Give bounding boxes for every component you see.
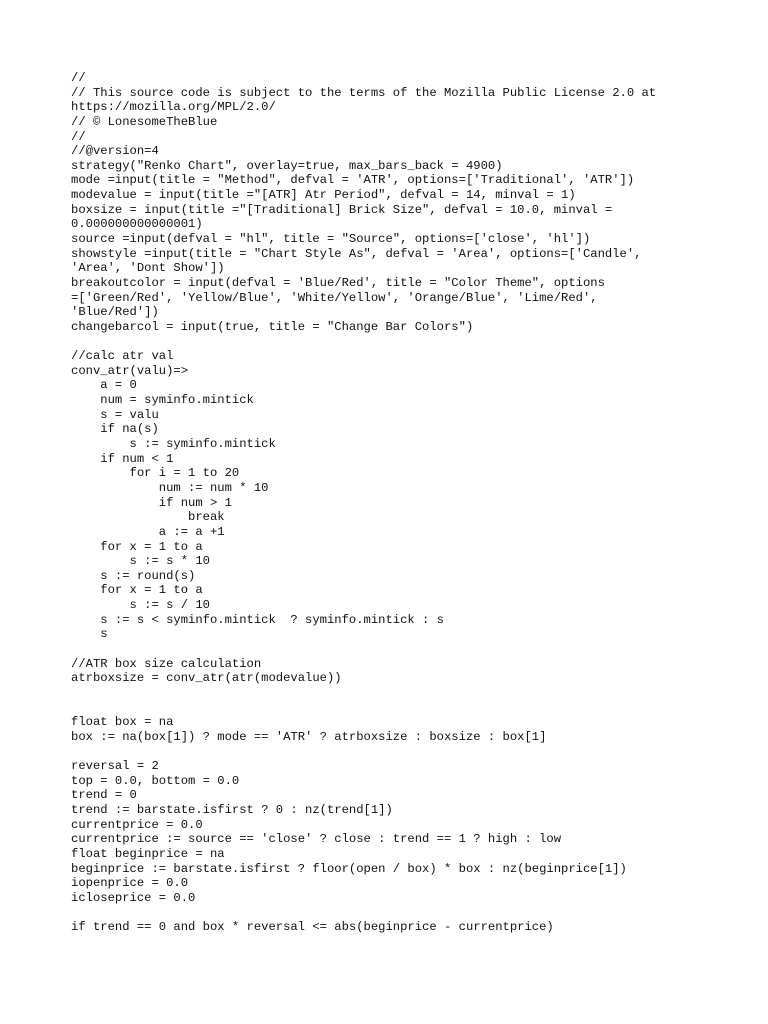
code-line: mode =input(title = "Method", defval = 'ATR', options=['Traditional', 'ATR']) — [71, 173, 635, 188]
code-line: 'Blue/Red']) — [71, 305, 159, 320]
code-line: strategy("Renko Chart", overlay=true, max_bars_back = 4900) — [71, 158, 503, 173]
code-line: s = valu — [71, 407, 159, 422]
code-line: for x = 1 to a — [71, 539, 203, 554]
code-line — [71, 335, 721, 350]
code-line: for i = 1 to 20 — [71, 466, 240, 481]
code-line: s := s * 10 — [71, 554, 210, 569]
code-line: //@version=4 — [71, 144, 159, 159]
code-line: num = syminfo.mintick — [71, 393, 254, 408]
code-line: currentprice = 0.0 — [71, 817, 203, 832]
code-line: https://mozilla.org/MPL/2.0/ — [71, 100, 276, 115]
code-line: // © LonesomeTheBlue — [71, 114, 218, 129]
code-line: s := round(s) — [71, 568, 196, 583]
code-line — [71, 906, 721, 921]
code-line: a = 0 — [71, 378, 137, 393]
code-line: //ATR box size calculation — [71, 656, 262, 671]
code-line: num := num * 10 — [71, 480, 269, 495]
code-line: =['Green/Red', 'Yellow/Blue', 'White/Yellow', 'Orange/Blue', 'Lime/Red', — [71, 290, 598, 305]
code-line: s := syminfo.mintick — [71, 437, 276, 452]
code-line: beginprice := barstate.isfirst ? floor(open / box) * box : nz(beginprice[1]) — [71, 861, 627, 876]
code-line: float box = na — [71, 715, 174, 730]
code-line: source =input(defval = "hl", title = "Source", options=['close', 'hl']) — [71, 232, 591, 247]
code-line — [71, 686, 721, 701]
code-line: 'Area', 'Dont Show']) — [71, 261, 225, 276]
code-line: trend := barstate.isfirst ? 0 : nz(trend[1]) — [71, 803, 393, 818]
code-line: conv_atr(valu)=> — [71, 363, 189, 378]
code-line: icloseprice = 0.0 — [71, 890, 196, 905]
code-line: s — [71, 627, 108, 642]
code-line: if num > 1 — [71, 495, 232, 510]
code-line: float beginprice = na — [71, 846, 225, 861]
source-code-block — [71, 71, 721, 935]
code-line: breakoutcolor = input(defval = 'Blue/Red', title = "Color Theme", options — [71, 275, 605, 290]
code-line: if num < 1 — [71, 451, 174, 466]
code-line: boxsize = input(title ="[Traditional] Brick Size", defval = 10.0, minval = — [71, 202, 613, 217]
code-line: modevalue = input(title ="[ATR] Atr Period", defval = 14, minval = 1) — [71, 188, 576, 203]
code-line: reversal = 2 — [71, 759, 159, 774]
code-line: for x = 1 to a — [71, 583, 203, 598]
code-line: trend = 0 — [71, 788, 137, 803]
code-line: if na(s) — [71, 422, 159, 437]
code-line: break — [71, 510, 225, 525]
code-line — [71, 744, 721, 759]
code-line: a := a +1 — [71, 524, 225, 539]
code-line: currentprice := source == 'close' ? close : trend == 1 ? high : low — [71, 832, 562, 847]
code-line: // This source code is subject to the terms of the Mozilla Public License 2.0 at — [71, 85, 657, 100]
code-line: showstyle =input(title = "Chart Style As", defval = 'Area', options=['Candle', — [71, 246, 642, 261]
code-line: // — [71, 129, 86, 144]
code-line: //calc atr val — [71, 349, 174, 364]
code-line: if trend == 0 and box * reversal <= abs(beginprice - currentprice) — [71, 920, 554, 935]
code-line — [71, 701, 721, 716]
code-line: box := na(box[1]) ? mode == 'ATR' ? atrboxsize : boxsize : box[1] — [71, 729, 547, 744]
code-line — [71, 642, 721, 657]
code-line: atrboxsize = conv_atr(atr(modevalue)) — [71, 671, 342, 686]
code-line: changebarcol = input(true, title = "Change Bar Colors") — [71, 319, 474, 334]
code-line: 0.000000000000001) — [71, 217, 203, 232]
code-line: s := s / 10 — [71, 598, 210, 613]
code-line: top = 0.0, bottom = 0.0 — [71, 773, 240, 788]
code-line: iopenprice = 0.0 — [71, 876, 189, 891]
code-line: // — [71, 71, 86, 85]
code-line: s := s < syminfo.mintick ? syminfo.mintick : s — [71, 612, 444, 627]
